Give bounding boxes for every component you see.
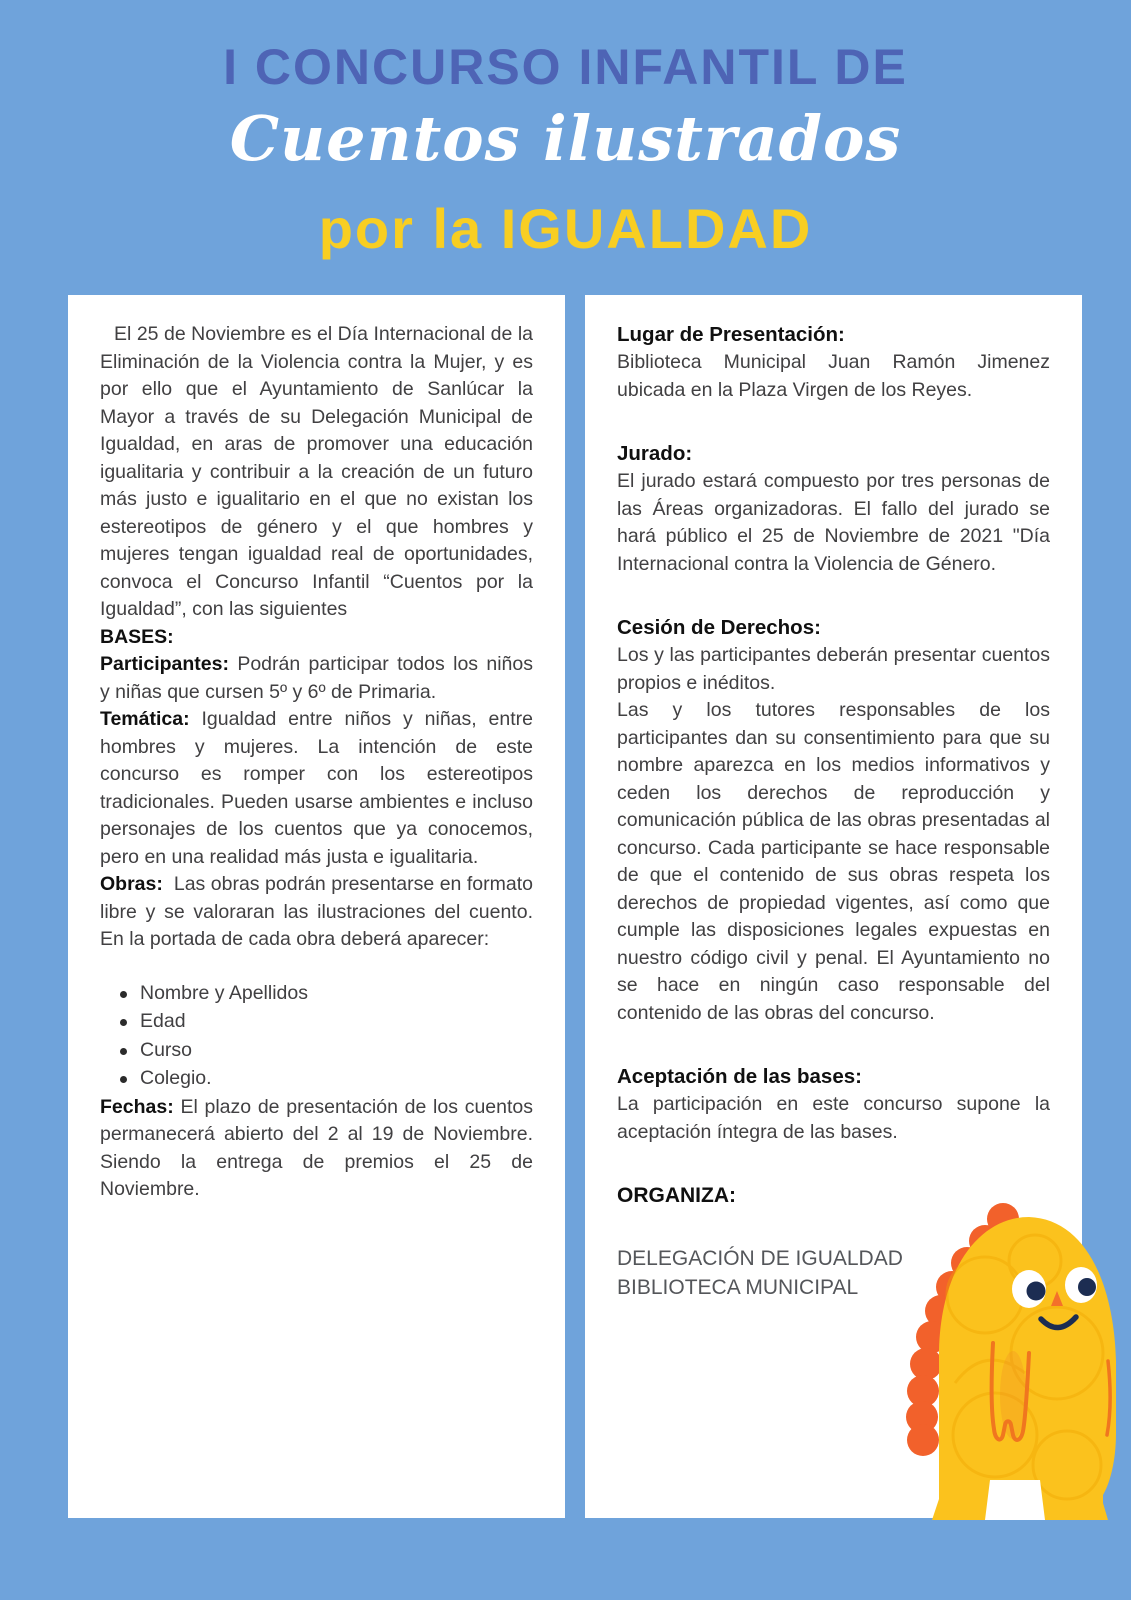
aceptacion-text: La participación en este concurso supone la aceptación íntegra de las bases. <box>617 1093 1050 1143</box>
list-item: Curso <box>114 1037 533 1065</box>
organizer-line: DELEGACIÓN DE IGUALDAD <box>617 1246 903 1270</box>
aceptacion-heading: Aceptación de las bases: <box>617 1065 862 1088</box>
jurado-text: El jurado estará compuesto por tres personas de las Áreas organizadoras. El fallo del jurado se hará público el 25 de Noviembre de 2021 "Día Internacional contra la Violencia de Género. <box>617 470 1050 575</box>
cesion-heading: Cesión de Derechos: <box>617 616 821 639</box>
section-participantes <box>100 651 533 706</box>
obras-label: Obras: <box>100 873 163 895</box>
list-item: Colegio. <box>114 1065 533 1093</box>
section-obras <box>100 871 533 954</box>
section-fechas <box>100 1094 533 1204</box>
mascot-leg-gap <box>985 1480 1045 1520</box>
list-item: Nombre y Apellidos <box>114 980 533 1008</box>
intro-paragraph: El 25 de Noviembre es el Día Internacional de la Eliminación de la Violencia contra la Mujer, y es por ello que el Ayuntamiento de Sanlúcar la Mayor a través de su Delegación Municipal de Igualdad, en aras de promover una educación igualitaria y contribuir a la creación de un futuro más justo e igualitario en el que no existan los estereotipos de género y el que hombres y mujeres tengan igualdad real de oportunidades, convoca el Concurso Infantil “Cuentos por la Igualdad”, con las siguientes <box>100 323 533 620</box>
cesion-paragraph-2: Las y los tutores responsables de los participantes dan su consentimiento para que su nombre aparezca en los medios informativos y ceden los derechos de reproducción y comunicación pública de las obras presentadas al concurso. Cada participante se hace responsable de que el contenido de sus obras respeta los derechos de propiedad vigentes, así como que cumple las disposiciones legales expuestas en nuestro código civil y penal. El Ayuntamiento no se hace en ningún caso responsable del contenido de las obras del concurso. <box>617 699 1050 1024</box>
cesion-paragraph-1: Los y las participantes deberán presentar cuentos propios e inéditos. <box>617 644 1050 694</box>
title-line-1: I CONCURSO INFANTIL DE <box>223 39 908 95</box>
section-aceptacion <box>617 1063 1050 1146</box>
section-cesion <box>617 614 1050 1027</box>
lugar-text: Biblioteca Municipal Juan Ramón Jimenez ubicada en la Plaza Virgen de los Reyes. <box>617 351 1050 401</box>
obras-requirements-list <box>114 980 533 1093</box>
organizer-line: BIBLIOTECA MUNICIPAL <box>617 1275 859 1299</box>
section-lugar <box>617 321 1050 404</box>
jurado-heading: Jurado: <box>617 442 693 465</box>
title-line-3: por la IGUALDAD <box>318 197 813 260</box>
section-tematica <box>100 706 533 871</box>
fechas-text: El plazo de presentación de los cuentos permanecerá abierto del 2 al 19 de Noviembre. Siendo la entrega de premios el 25 de Noviembre. <box>100 1095 533 1200</box>
title-line-2: Cuentos ilustrados <box>229 102 902 175</box>
section-jurado <box>617 440 1050 578</box>
left-text-panel <box>68 295 565 1518</box>
tematica-text: Igualdad entre niños y niñas, entre hombres y mujeres. La intención de este concurso es romper con los estereotipos tradicionales. Pueden usarse ambientes e incluso personajes de los cuentos que ya conocemos, pero en una realidad más justa e igualitaria. <box>100 708 534 868</box>
yellow-monster-mascot-illustration <box>895 1203 1125 1520</box>
list-item: Edad <box>114 1008 533 1036</box>
organiza-label: ORGANIZA: <box>617 1184 736 1207</box>
lugar-heading: Lugar de Presentación: <box>617 323 845 346</box>
tematica-label: Temática: <box>100 708 190 730</box>
participantes-text: Podrán participar todos los niños y niñas que cursen 5º y 6º de Primaria. <box>100 653 533 703</box>
obras-text: Las obras podrán presentarse en formato libre y se valoraran las ilustraciones del cuento. En la portada de cada obra deberá aparecer: <box>100 873 533 950</box>
participantes-label: Participantes: <box>100 653 229 675</box>
bases-label: BASES: <box>100 625 174 648</box>
fechas-label: Fechas: <box>100 1095 174 1118</box>
